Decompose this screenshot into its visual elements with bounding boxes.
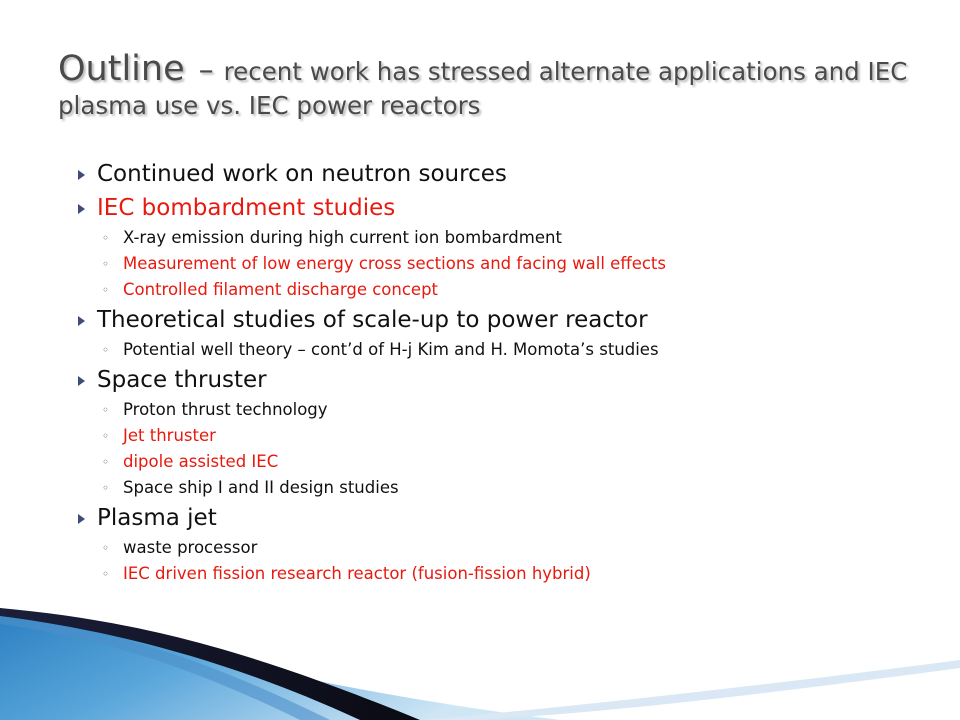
sub-bullet-item — [78, 564, 938, 584]
sub-bullet-text: X-ray emission during high current ion bombardment — [123, 228, 562, 247]
bullet-item — [78, 161, 938, 188]
sub-bullet-text: Jet thruster — [123, 426, 216, 445]
circle-bullet-icon: ◦ — [102, 455, 110, 469]
bullet-text: Theoretical studies of scale-up to power reactor — [97, 307, 648, 333]
sub-bullet-text: Measurement of low energy cross sections and facing wall effects — [123, 254, 666, 273]
circle-bullet-icon: ◦ — [102, 403, 110, 417]
sub-bullet-text: Controlled filament discharge concept — [123, 280, 439, 299]
sub-bullet-item — [78, 538, 938, 558]
arrow-bullet-icon — [78, 170, 85, 180]
slide-title — [58, 48, 938, 121]
circle-bullet-icon: ◦ — [102, 541, 110, 555]
title-subtitle: recent work has stressed alternate applications and IEC plasma use vs. IEC power reactors — [58, 57, 908, 120]
sub-bullet-text: Potential well theory – cont’d of H-j Kim and H. Momota’s studies — [123, 340, 659, 359]
title-separator: – — [198, 53, 214, 88]
bullet-text: Plasma jet — [97, 505, 217, 531]
bullet-item — [78, 505, 938, 532]
sub-bullet-text: dipole assisted IEC — [123, 452, 279, 471]
bullet-text: Continued work on neutron sources — [97, 161, 507, 187]
circle-bullet-icon: ◦ — [102, 283, 110, 297]
sub-bullet-text: Space ship I and II design studies — [123, 478, 399, 497]
corner-swoosh-decoration — [0, 590, 960, 720]
sub-bullet-text: waste processor — [123, 538, 258, 557]
arrow-bullet-icon — [78, 514, 85, 524]
bullet-text: Space thruster — [97, 367, 267, 393]
circle-bullet-icon: ◦ — [102, 429, 110, 443]
circle-bullet-icon: ◦ — [102, 231, 110, 245]
circle-bullet-icon: ◦ — [102, 257, 110, 271]
title-main: Outline — [58, 49, 185, 89]
sub-bullet-item — [78, 254, 938, 274]
bullet-text: IEC bombardment studies — [97, 195, 396, 221]
circle-bullet-icon: ◦ — [102, 481, 110, 495]
sub-bullet-item — [78, 340, 938, 360]
sub-bullet-item — [78, 400, 938, 420]
bullet-list — [78, 154, 938, 584]
sub-bullet-item — [78, 426, 938, 446]
sub-bullet-text: IEC driven fission research reactor (fusion-fission hybrid) — [123, 564, 591, 583]
sub-bullet-item — [78, 280, 938, 300]
arrow-bullet-icon — [78, 316, 85, 326]
bullet-item — [78, 367, 938, 394]
sub-bullet-item — [78, 452, 938, 472]
circle-bullet-icon: ◦ — [102, 567, 110, 581]
sub-bullet-text: Proton thrust technology — [123, 400, 328, 419]
bullet-item — [78, 195, 938, 222]
arrow-bullet-icon — [78, 376, 85, 386]
arrow-bullet-icon — [78, 204, 85, 214]
sub-bullet-item — [78, 228, 938, 248]
sub-bullet-item — [78, 478, 938, 498]
bullet-item — [78, 307, 938, 334]
circle-bullet-icon: ◦ — [102, 343, 110, 357]
